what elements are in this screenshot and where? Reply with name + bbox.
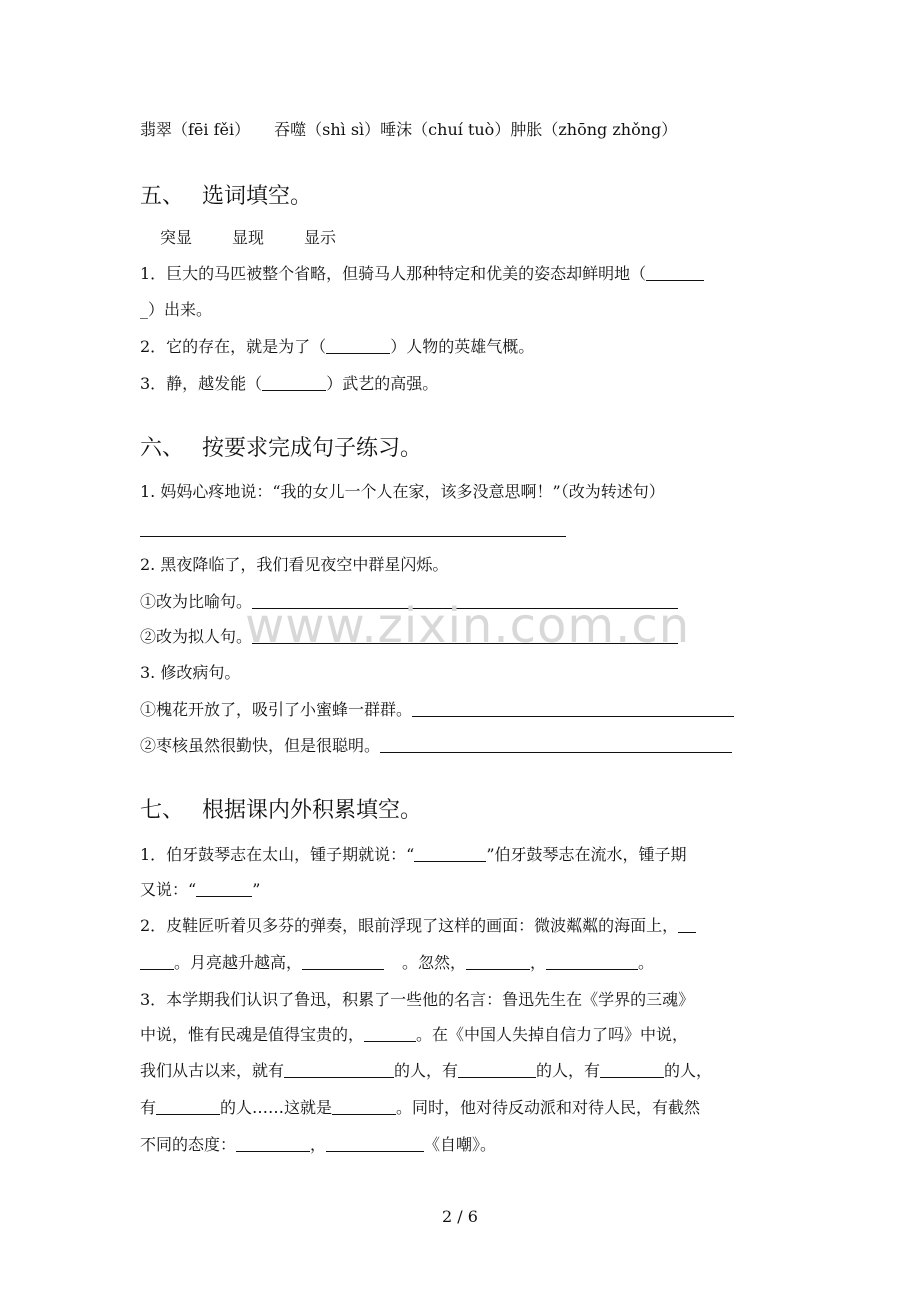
question-text: ， [310, 1135, 327, 1154]
pinyin-item: 翡翠（fēi fěi） [140, 120, 251, 139]
question-line [140, 843, 687, 867]
question-line [140, 298, 212, 322]
page-number: 2 / 6 [442, 1207, 478, 1226]
word-bank-item: 显示 [304, 228, 337, 247]
question-text: 的人……这就是 [220, 1098, 333, 1117]
pinyin-item: 吞噬（shì sì） [274, 120, 381, 139]
question-text: 3．静，越发能（ [140, 374, 263, 393]
question-text: 不同的态度： [140, 1135, 237, 1154]
question-line [140, 335, 534, 359]
question-text: 。月亮越升越高， [174, 953, 303, 972]
question-line [140, 480, 665, 504]
question-text: ①改为比喻句。 [140, 592, 253, 611]
answer-blank[interactable] [412, 700, 734, 717]
answer-blank[interactable] [140, 520, 566, 537]
section-title: 根据课内外积累填空。 [202, 798, 423, 823]
question-line [140, 262, 704, 286]
answer-blank[interactable] [414, 845, 486, 862]
answer-blank[interactable] [196, 880, 252, 897]
pinyin-item: 唾沫（chuí tuò） [380, 120, 511, 139]
question-line [140, 661, 240, 685]
answer-blank[interactable] [302, 953, 384, 970]
section-number: 六、 [140, 436, 185, 461]
question-line [140, 914, 696, 938]
question-text: 有 [140, 1098, 157, 1117]
answer-blank[interactable] [156, 1098, 220, 1115]
question-line [140, 1133, 496, 1157]
answer-blank[interactable] [326, 337, 390, 354]
question-text: ， [530, 953, 547, 972]
answer-blank[interactable] [458, 1061, 536, 1078]
answer-blank[interactable] [466, 953, 530, 970]
question-text: 的人， [664, 1061, 713, 1080]
section-title: 选词填空。 [202, 184, 313, 209]
answer-blank[interactable] [600, 1061, 664, 1078]
watermark: www.zixin.com.cn [245, 598, 691, 654]
section-heading [140, 182, 312, 212]
question-line [140, 1096, 700, 1120]
question-text: 3. 修改病句。 [140, 663, 241, 682]
question-text: 《自嘲》。 [424, 1135, 497, 1154]
question-text: ）人物的英雄气概。 [390, 337, 535, 356]
question-line [140, 372, 438, 396]
question-line [140, 951, 654, 975]
answer-blank[interactable] [284, 1061, 394, 1078]
question-text: 3．本学期我们认识了鲁迅，积累了一些他的名言：鲁迅先生在《学界的三魂》 [140, 990, 695, 1009]
question-text: 1．伯牙鼓琴志在太山，锺子期就说：“ [140, 845, 415, 864]
question-line [140, 553, 448, 577]
question-text: ②改为拟人句。 [140, 627, 253, 646]
question-line [140, 988, 694, 1012]
question-text: 。忽然， [402, 953, 467, 972]
question-text: ” [252, 880, 261, 899]
question-text: 1．巨大的马匹被整个省略，但骑马人那种特定和优美的姿态却鲜明地（ [140, 264, 647, 283]
word-bank-item: 显现 [232, 228, 265, 247]
question-text: ①槐花开放了，吸引了小蜜蜂一群群。 [140, 700, 413, 719]
question-text: 2．它的存在，就是为了（ [140, 337, 327, 356]
question-line [140, 734, 732, 758]
question-line [140, 1059, 712, 1083]
question-text: 又说：“ [140, 880, 197, 899]
answer-blank[interactable]: _ [140, 300, 148, 319]
answer-line[interactable] [140, 518, 566, 542]
question-text: ）武艺的高强。 [326, 374, 439, 393]
question-text: 的人，有 [394, 1061, 459, 1080]
answer-blank[interactable] [380, 736, 732, 753]
section-heading [140, 796, 422, 826]
word-bank-item: 突显 [160, 228, 193, 247]
question-text: ②枣核虽然很勤快，但是很聪明。 [140, 736, 381, 755]
answer-blank[interactable] [236, 1135, 310, 1152]
question-text: 的人，有 [536, 1061, 601, 1080]
question-line [140, 878, 260, 902]
question-text: 我们从古以来，就有 [140, 1061, 285, 1080]
answer-blank[interactable] [546, 953, 638, 970]
question-line [140, 1023, 688, 1047]
question-text: 。 [638, 953, 655, 972]
pinyin-item: 肿胀（zhōng zhǒng） [510, 120, 678, 139]
answer-blank[interactable] [332, 1098, 396, 1115]
section-heading [140, 434, 422, 464]
answer-blank[interactable] [326, 1135, 424, 1152]
question-text: ”伯牙鼓琴志在流水，锺子期 [486, 845, 687, 864]
section-number: 七、 [140, 798, 185, 823]
section-title: 按要求完成句子练习。 [202, 436, 423, 461]
question-text: 2. 黑夜降临了，我们看见夜空中群星闪烁。 [140, 555, 449, 574]
answer-blank[interactable] [646, 264, 704, 281]
answer-blank[interactable] [262, 374, 326, 391]
answer-blank[interactable] [364, 1025, 416, 1042]
question-text: 。同时，他对待反动派和对待人民，有截然 [396, 1098, 701, 1117]
question-text: 中说，惟有民魂是值得宝贵的， [140, 1025, 365, 1044]
section-number: 五、 [140, 184, 185, 209]
answer-blank[interactable] [678, 916, 696, 933]
word-bank [160, 226, 336, 250]
question-text: 2．皮鞋匠听着贝多芬的弹奏，眼前浮现了这样的画面：微波粼粼的海面上， [140, 916, 679, 935]
question-text: 。在《中国人失掉自信力了吗》中说， [416, 1025, 689, 1044]
question-text: 1. 妈妈心疼地说：“我的女儿一个人在家，该多没意思啊！”（改为转述句） [140, 482, 665, 501]
answer-blank[interactable] [140, 953, 174, 970]
pinyin-line [140, 118, 677, 142]
question-text: ）出来。 [148, 300, 213, 319]
question-line [140, 698, 734, 722]
